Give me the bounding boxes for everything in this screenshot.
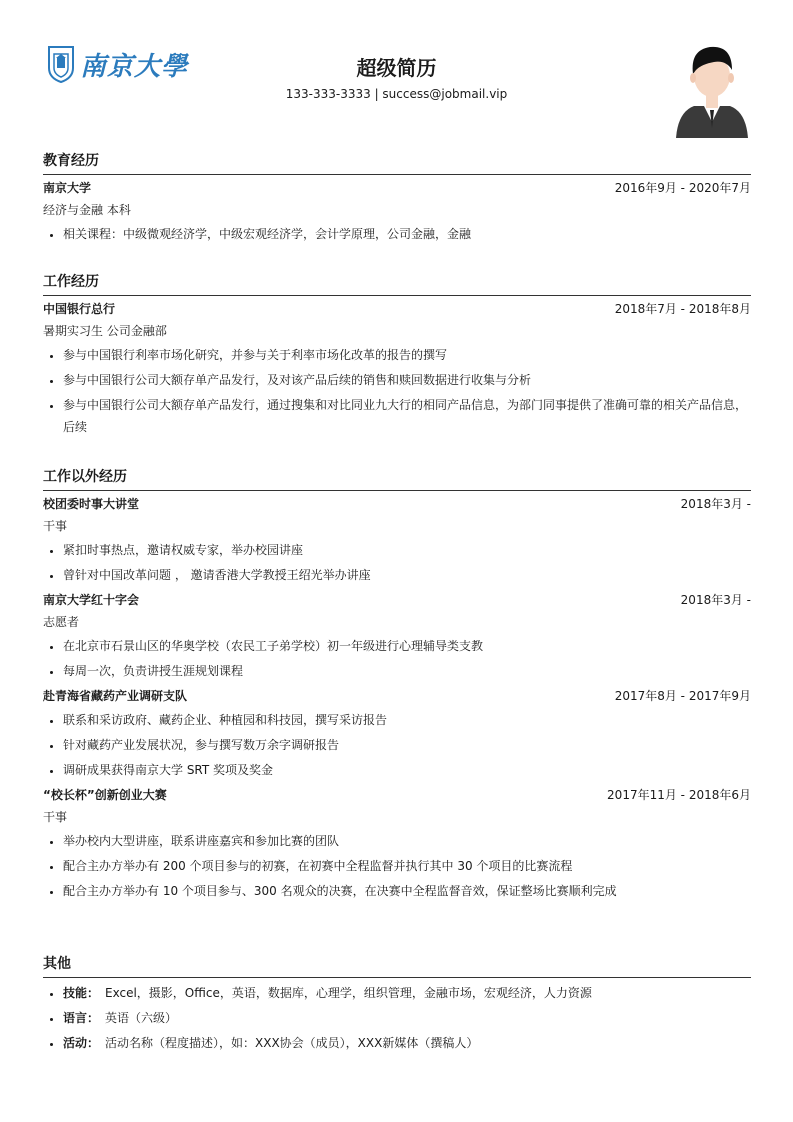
education-section (43, 150, 751, 248)
entry-org: 中国银行总行 (43, 302, 116, 316)
other-experience-section (43, 466, 751, 905)
entry-header (43, 298, 751, 320)
entry-header (43, 685, 751, 707)
section-title-misc: 其他 (43, 956, 71, 972)
bullet-item: • 举办校内大型讲座，联系讲座嘉宾和参加比赛的团队 (63, 830, 751, 852)
bullet-item: • 联系和采访政府、藏药企业、种植园和科技园，撰写采访报告 (63, 709, 751, 731)
section-divider (43, 977, 751, 978)
entry-org: 赴青海省藏药产业调研支队 (43, 689, 188, 703)
section-divider (43, 295, 751, 296)
item-text: Excel，摄影，Office，英语，数据库，心理学，组织管理，金融市场，宏观经济，人力资源 (105, 986, 592, 1000)
item-label: 语言： (63, 1011, 100, 1025)
entry-date: 2018年7月 - 2018年8月 (614, 302, 751, 316)
bullet-item: • 配合主办方举办有 10 个项目参与、300 名观众的决赛，在决赛中全程监督音效，保证整场比赛顺利完成 (63, 880, 751, 902)
bullet-item: • 在北京市石景山区的华奥学校（农民工子弟学校）初一年级进行心理辅导类支教 (63, 635, 751, 657)
entry-org: 南京大学红十字会 (43, 593, 140, 607)
bullet-list (43, 344, 751, 438)
bullet-item: • 参与中国银行利率市场化研究，并参与关于利率市场化改革的报告的撰写 (63, 344, 751, 366)
skills-item (63, 982, 751, 1004)
bullet-list (43, 830, 751, 902)
entry-org: 南京大学 (43, 181, 92, 195)
entry-subtitle: 经济与金融 本科 (43, 203, 131, 217)
bullet-item: • 参与中国银行公司大额存单产品发行，通过搜集和对比同业九大行的相同产品信息，为部门同事提供了准确可靠的相关产品信息，后续 (63, 394, 751, 438)
section-title-work: 工作经历 (43, 274, 99, 290)
bullet-item: • 针对藏药产业发展状况，参与撰写数万余字调研报告 (63, 734, 751, 756)
entry-subtitle: 暑期实习生 公司金融部 (43, 324, 167, 338)
resume-name: 超级简历 (356, 56, 437, 80)
bullet-item: • 每周一次，负责讲授生涯规划课程 (63, 660, 751, 682)
avatar (674, 40, 750, 138)
section-title-education: 教育经历 (43, 153, 99, 169)
logo-text: 南京大學 (80, 51, 189, 82)
entry-subtitle: 干事 (43, 810, 68, 824)
activity-item (63, 1032, 751, 1054)
item-label: 活动： (63, 1036, 100, 1050)
entry-header (43, 177, 751, 199)
item-text: 英语（六级） (105, 1011, 178, 1025)
section-divider (43, 174, 751, 175)
entry-date: 2018年3月 - (680, 497, 751, 511)
entry-header (43, 493, 751, 515)
entry-date: 2018年3月 - (680, 593, 751, 607)
bullet-list (43, 982, 751, 1054)
item-label: 技能： (63, 986, 100, 1000)
entry-subtitle: 志愿者 (43, 615, 80, 629)
work-section (43, 271, 751, 441)
entry-org: 校团委时事大讲堂 (43, 497, 140, 511)
misc-section (43, 953, 751, 1057)
section-divider (43, 490, 751, 491)
bullet-list (43, 539, 751, 586)
bullet-item: • 调研成果获得南京大学 SRT 奖项及奖金 (63, 759, 751, 781)
item-text: 活动名称（程度描述），如：XXX协会（成员），XXX新媒体（撰稿人） (105, 1036, 479, 1050)
entry-header (43, 784, 751, 806)
entry-date: 2016年9月 - 2020年7月 (614, 181, 751, 195)
bullet-list (43, 709, 751, 781)
entry-header (43, 589, 751, 611)
bullet-item: • 参与中国银行公司大额存单产品发行，及对该产品后续的销售和赎回数据进行收集与分析 (63, 369, 751, 391)
bullet-item: • 紧扣时事热点，邀请权威专家，举办校园讲座 (63, 539, 751, 561)
contact-info: 133-333-3333 | success@jobmail.vip (285, 87, 508, 101)
bullet-list (43, 223, 751, 245)
bullet-item: • 曾针对中国改革问题 ， 邀请香港大学教授王绍光举办讲座 (63, 564, 751, 586)
entry-org: “校长杯”创新创业大赛 (43, 788, 167, 802)
language-item (63, 1007, 751, 1029)
entry-date: 2017年8月 - 2017年9月 (614, 689, 751, 703)
section-title-other-experience: 工作以外经历 (43, 469, 127, 485)
entry-date: 2017年11月 - 2018年6月 (607, 788, 751, 802)
bullet-item: • 配合主办方举办有 200 个项目参与的初赛，在初赛中全程监督并执行其中 30 个项目的比赛流程 (63, 855, 751, 877)
entry-subtitle: 干事 (43, 519, 68, 533)
bullet-item: • 相关课程：中级微观经济学，中级宏观经济学，会计学原理，公司金融，金融 (63, 223, 751, 245)
bullet-list (43, 635, 751, 682)
